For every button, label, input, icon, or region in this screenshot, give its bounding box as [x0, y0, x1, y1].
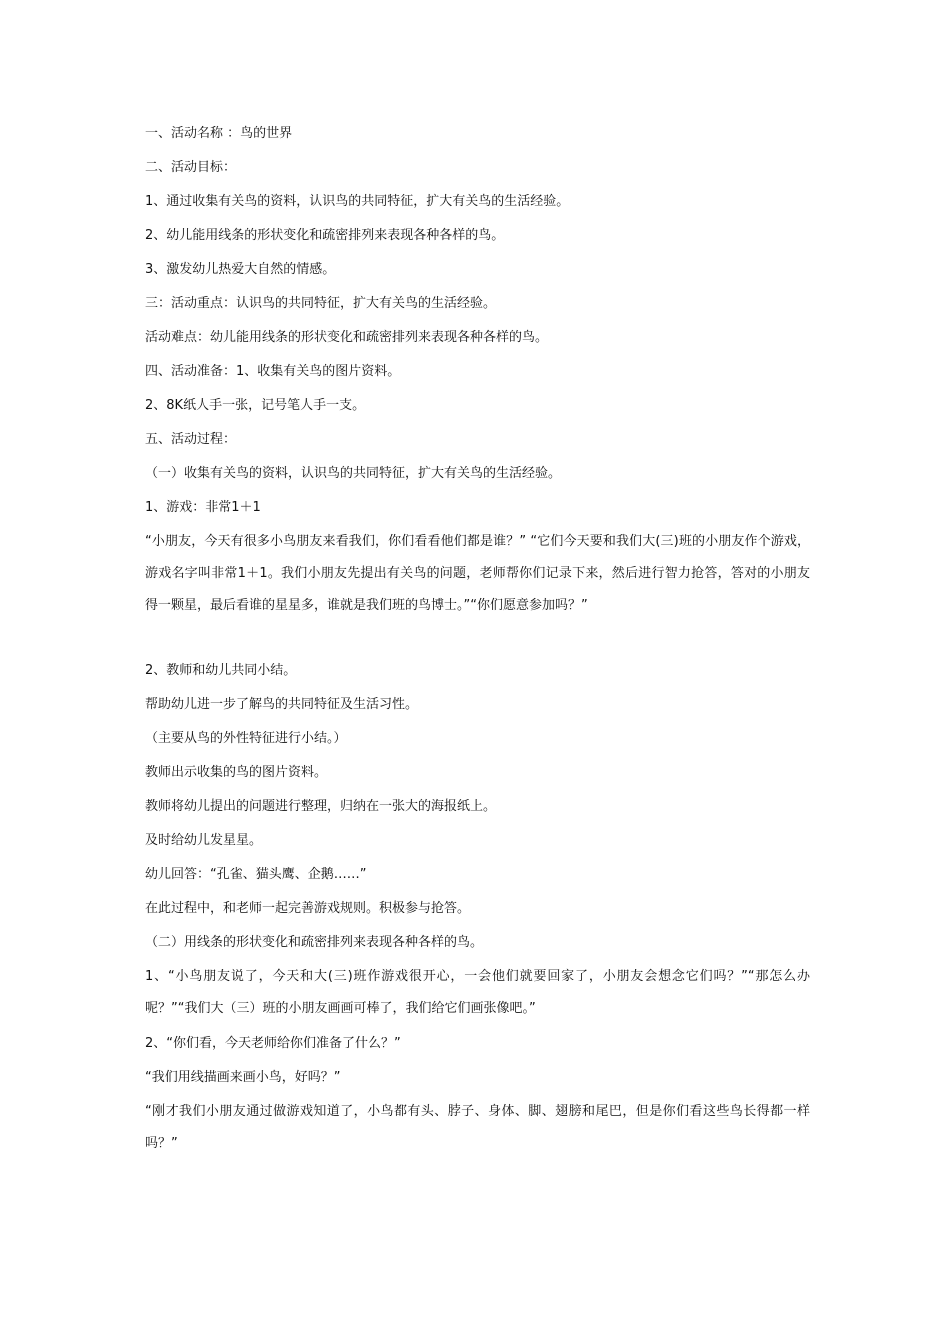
goal-item: 1、通过收集有关鸟的资料，认识鸟的共同特征，扩大有关鸟的生活经验。: [145, 194, 570, 209]
children-answer: 幼儿回答：“孔雀、猫头鹰、企鹅……”: [145, 867, 367, 882]
summary-line: 帮助幼儿进一步了解鸟的共同特征及生活习性。: [145, 697, 419, 712]
game-dialogue: “小朋友，今天有很多小鸟朋友来看我们，你们看看他们都是谁？” “它们今天要和我们大(三)班的小朋友作个游戏，游戏名字叫非常1＋1。我们小朋友先提出有关鸟的问题，老师帮你们记录下来，然后进行智力抢答，答对的小朋友得一颗星，最后看谁的星星多，谁就是我们班的鸟博士。”“你们愿意参加吗？”: [145, 534, 810, 613]
summary-line: 及时给幼儿发星星。: [145, 833, 263, 848]
summary-heading: 2、教师和幼儿共同小结。: [145, 663, 297, 678]
activity-name: 一、活动名称 ：鸟的世界: [145, 126, 293, 141]
summary-line: 在此过程中，和老师一起完善游戏规则。积极参与抢答。: [145, 901, 471, 916]
drawing-dialogue: “我们用线描画来画小鸟，好吗？”: [145, 1070, 341, 1085]
section-process-heading: 五、活动过程：: [145, 432, 237, 447]
drawing-dialogue: 1、“小鸟朋友说了，今天和大(三)班作游戏很开心，一会他们就要回家了，小朋友会想念它们吗？”“那怎么办呢？”“我们大（三）班的小朋友画画可棒了，我们给它们画张像吧。”: [145, 969, 810, 1016]
game-title: 1、游戏：非常1＋1: [145, 500, 261, 515]
difficult-points: 活动难点：幼儿能用线条的形状变化和疏密排列来表现各种各样的鸟。: [145, 330, 549, 345]
section-goals-heading: 二、活动目标：: [145, 160, 237, 175]
goal-item: 3、激发幼儿热爱大自然的情感。: [145, 262, 336, 277]
goal-item: 2、幼儿能用线条的形状变化和疏密排列来表现各种各样的鸟。: [145, 228, 505, 243]
summary-line: 教师出示收集的鸟的图片资料。: [145, 765, 328, 780]
document-body: [145, 124, 810, 1169]
drawing-dialogue: “刚才我们小朋友通过做游戏知道了，小鸟都有头、脖子、身体、脚、翅膀和尾巴，但是你们看这些鸟长得都一样吗？”: [145, 1104, 810, 1151]
preparation-item: 2、8K纸人手一张，记号笔人手一支。: [145, 398, 366, 413]
key-points: 三：活动重点：认识鸟的共同特征，扩大有关鸟的生活经验。: [145, 296, 497, 311]
summary-line: （主要从鸟的外性特征进行小结。）: [145, 731, 347, 746]
drawing-dialogue: 2、“你们看，今天老师给你们准备了什么？”: [145, 1036, 401, 1051]
preparation: 四、活动准备：1、收集有关鸟的图片资料。: [145, 364, 401, 379]
summary-line: 教师将幼儿提出的问题进行整理，归纳在一张大的海报纸上。: [145, 799, 497, 814]
process-part-two: （二）用线条的形状变化和疏密排列来表现各种各样的鸟。: [145, 935, 484, 950]
process-part-one: （一）收集有关鸟的资料，认识鸟的共同特征，扩大有关鸟的生活经验。: [145, 466, 562, 481]
